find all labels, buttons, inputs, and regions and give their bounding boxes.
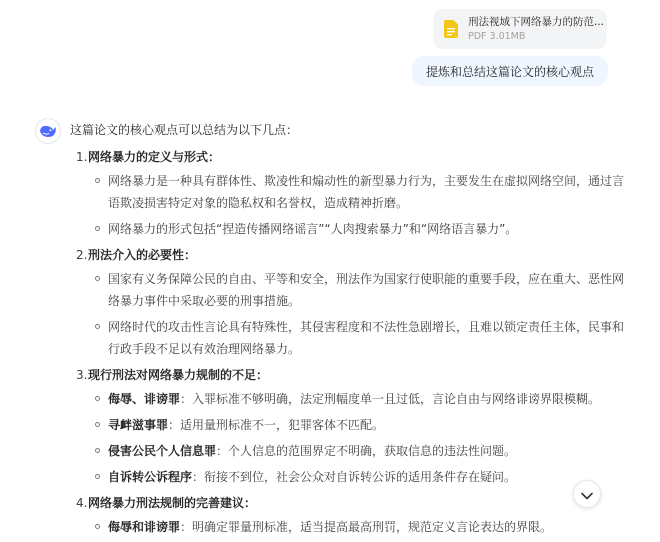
user-message-bubble: 提炼和总结这篇论文的核心观点	[412, 56, 608, 86]
attachment-card[interactable]	[433, 9, 607, 49]
bullet-text: ：明确定罪量刑标准，适当提高最高刑罚，规范定义言论表达的界限。	[180, 520, 553, 534]
bullet-text: 网络暴力是一种具有群体性、欺凌性和煽动性的新型暴力行为，主要发生在虚拟网络空间，通过言语欺凌损害特定对象的隐私权和名誉权，造成精神折磨。	[108, 174, 625, 210]
bullet-text: ：适用量刑标准不一，犯罪客体不匹配。	[168, 418, 385, 432]
key-point-section	[70, 244, 630, 360]
bullet-item	[88, 218, 630, 240]
bullet-text: 网络暴力的形式包括“捏造传播网络谣言”“人肉搜索暴力”和“网络语言暴力”。	[108, 222, 518, 236]
key-point-section	[70, 364, 630, 488]
bullet-term: 自诉转公诉程序	[108, 470, 193, 484]
scroll-to-bottom-button[interactable]	[573, 480, 601, 508]
document-icon	[443, 20, 458, 39]
chevron-down-icon	[581, 485, 593, 504]
section-bullets	[88, 170, 630, 240]
attachment-file-name: 刑法视域下网络暴力的防范...	[468, 16, 605, 28]
whale-logo-icon	[35, 118, 61, 144]
bullet-item	[88, 466, 630, 488]
section-bullets	[88, 268, 630, 360]
bullet-text: ：入罪标准不够明确，法定刑幅度单一且过低，言论自由与网络诽谤界限模糊。	[180, 392, 601, 406]
bullet-term: 侮辱、诽谤罪	[108, 392, 181, 406]
section-title: 现行刑法对网络暴力规制的不足：	[88, 368, 269, 382]
bullet-item	[88, 170, 630, 214]
answer-intro: 这篇论文的核心观点可以总结为以下几点：	[70, 123, 299, 137]
section-number: 2.	[76, 248, 88, 262]
section-number: 4.	[76, 496, 88, 510]
bullet-item	[88, 316, 630, 360]
bullet-text: ：个人信息的范围界定不明确，获取信息的违法性问题。	[216, 444, 517, 458]
section-title: 网络暴力刑法规制的完善建议：	[88, 496, 257, 510]
bullet-term: 侵害公民个人信息罪	[108, 444, 217, 458]
bullet-item	[88, 516, 630, 538]
bullet-item	[88, 414, 630, 436]
key-point-section	[70, 492, 630, 538]
bullet-text: 网络时代的攻击性言论具有特殊性，其侵害程度和不法性急剧增长，且难以锁定责任主体，民事和行政手段不足以有效治理网络暴力。	[108, 320, 625, 356]
bullet-item	[88, 440, 630, 462]
section-title: 刑法介入的必要性：	[88, 248, 197, 262]
bullet-term: 侮辱和诽谤罪	[108, 520, 181, 534]
section-bullets	[88, 388, 630, 488]
bullet-item	[88, 388, 630, 410]
key-points-list	[70, 146, 630, 538]
section-number: 3.	[76, 368, 88, 382]
assistant-answer	[70, 120, 630, 542]
section-bullets	[88, 516, 630, 538]
key-point-section	[70, 146, 630, 240]
section-number: 1.	[76, 150, 88, 164]
attachment-meta	[468, 15, 605, 43]
bullet-text: 国家有义务保障公民的自由、平等和安全，刑法作为国家行使职能的重要手段，应在重大、恶性网络暴力事件中采取必要的刑事措施。	[108, 272, 625, 308]
bullet-term: 寻衅滋事罪	[108, 418, 169, 432]
section-title: 网络暴力的定义与形式：	[88, 150, 221, 164]
attachment-file-size: PDF 3.01MB	[468, 31, 526, 42]
bullet-item	[88, 268, 630, 312]
bullet-text: ：衔接不到位，社会公众对自诉转公诉的适用条件存在疑问。	[192, 470, 517, 484]
